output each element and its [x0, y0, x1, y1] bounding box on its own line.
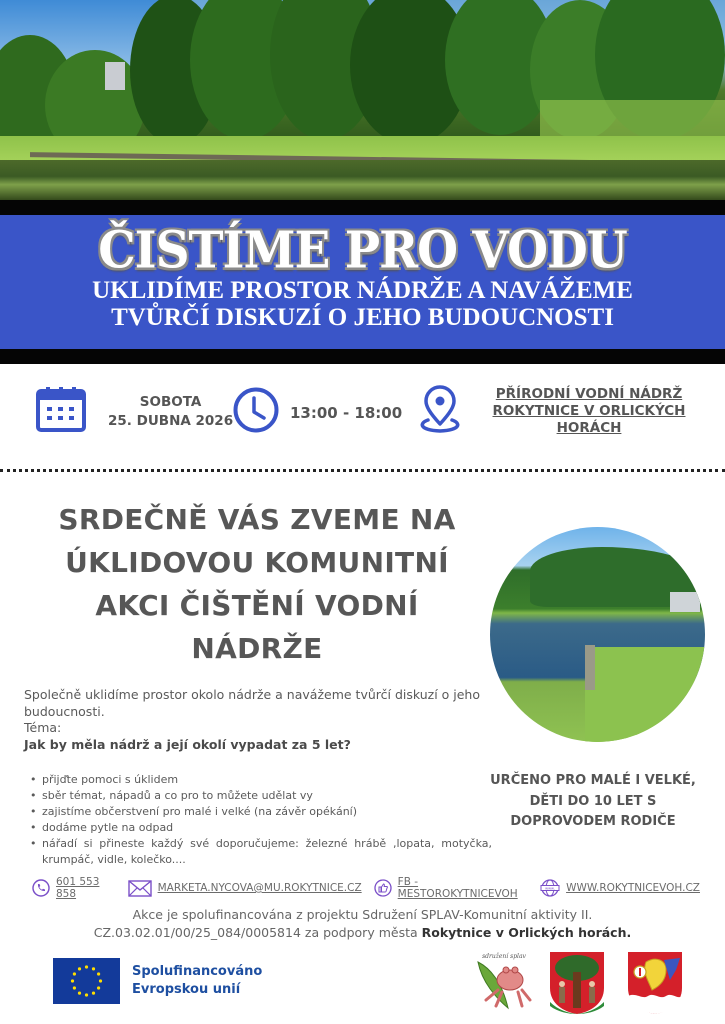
funding-town: Rokytnice v Orlických horách. [421, 924, 632, 940]
place-line-2: ROKYTNICE V ORLICKÝCH [492, 403, 686, 419]
heading-line: SRDEČNĚ VÁS ZVEME NA [58, 503, 456, 536]
orlicke-hory-coat-of-arms [626, 950, 684, 1016]
contact-phone[interactable] [32, 876, 116, 900]
page-title: ČISTÍME PRO VODU [98, 221, 627, 281]
website-link[interactable]: WWW.ROKYTNICEVOH.CZ [566, 882, 700, 894]
contact-facebook[interactable] [374, 876, 528, 900]
audience-line: DOPROVODEM RODIČE [510, 814, 676, 829]
phone-icon [32, 879, 50, 897]
eu-funding-logo [53, 958, 262, 1004]
hero-photo [0, 0, 725, 201]
svg-text:www.: www. [545, 886, 555, 891]
contacts-row [32, 877, 712, 899]
intro-paragraph: Společně uklidíme prostor okolo nádrže a navážeme tvůrčí diskuzí o jeho budoucnosti. [24, 687, 481, 719]
funding-line-2 [20, 924, 705, 942]
time-label: 13:00 - 18:00 [290, 403, 403, 422]
event-info-row [0, 380, 725, 450]
place-line-3: HORÁCH [556, 420, 622, 436]
place-link[interactable] [479, 386, 699, 437]
list-item: • dodáme pytle na odpad [30, 820, 492, 836]
heading-line: ÚKLIDOVOU KOMUNITNÍ [65, 546, 449, 579]
trees-illustration [0, 0, 725, 150]
water-reflection [0, 160, 725, 201]
event-place[interactable] [415, 384, 699, 439]
funding-project-code: CZ.03.02.01/00/25_084/0005814 za podpory města [93, 924, 422, 940]
place-line-1: PŘÍRODNÍ VODNÍ NÁDRŽ [495, 386, 683, 402]
calendar-icon [36, 386, 86, 437]
reservoir-photo [490, 527, 705, 742]
topic-question: Jak by měla nádrž a její okolí vypadat za 5 let? [24, 736, 351, 752]
event-date [36, 386, 233, 437]
email-link[interactable]: MARKETA.NYCOVA@MU.ROKYTNICE.CZ [157, 882, 362, 894]
funding-note [20, 906, 705, 941]
photo-wall [585, 645, 595, 690]
subtitle-line-1: UKLIDÍME PROSTOR NÁDRŽE A NAVÁŽEME [92, 277, 633, 304]
list-item: • zajistíme občerstvení pro malé i velké (na závěr opékání) [30, 804, 492, 820]
banner-frame-bottom [0, 349, 725, 364]
svg-text:sdružení splav: sdružení splav [482, 953, 526, 960]
funding-line-1: Akce je spolufinancována z projektu Sdružení SPLAV-Komunitní aktivity II. [132, 907, 593, 922]
heading-line: AKCI ČIŠTĚNÍ VODNÍ [95, 589, 419, 622]
eu-flag-icon [53, 958, 120, 1004]
eu-text-line-1: Spolufinancováno [132, 964, 263, 979]
mail-icon [128, 880, 152, 897]
contact-web[interactable] [540, 879, 700, 897]
date-text [108, 393, 233, 431]
facebook-like-icon [374, 879, 392, 897]
eu-text [132, 963, 262, 999]
title-banner [0, 215, 725, 349]
subtitle-line-2: TVŮRČÍ DISKUZÍ O JEHO BUDOUCNOSTI [111, 304, 614, 331]
eu-text-line-2: Evropskou unií [132, 982, 241, 997]
dotted-divider [0, 469, 725, 472]
clock-icon [232, 386, 280, 439]
invite-heading [22, 498, 492, 670]
phone-link[interactable]: 601 553 858 [56, 876, 100, 900]
rokytnice-coat-of-arms [548, 950, 606, 1016]
web-globe-icon [540, 879, 560, 897]
intro-text [24, 687, 494, 753]
audience-note [468, 771, 718, 833]
location-pin-icon [415, 384, 465, 439]
photo-house [670, 592, 700, 612]
audience-line: DĚTI DO 10 LET S [529, 793, 657, 809]
splav-frog-logo [472, 950, 532, 1012]
list-item: • přijďte pomoci s úklidem [30, 772, 492, 788]
list-item: • sběr témat, nápadů a co pro to můžete udělat vy [30, 788, 492, 804]
heading-line: NÁDRŽE [191, 632, 323, 665]
photo-grass [585, 647, 705, 742]
day-label: SOBOTA [139, 393, 202, 410]
audience-line: URČENO PRO MALÉ I VELKÉ, [490, 773, 696, 788]
date-label: 25. DUBNA 2026 [108, 412, 234, 429]
list-item: • nářadí si přineste každý své doporučujeme: železné hrábě ,lopata, motyčka, krumpáč, vidle, kolečko.... [30, 836, 492, 868]
facebook-link[interactable]: FB - MESTOROKYTNICEVOH [397, 876, 518, 900]
topic-label: Téma: [24, 720, 62, 735]
activity-list [30, 772, 492, 868]
event-time [232, 386, 402, 439]
contact-email[interactable] [128, 880, 362, 897]
